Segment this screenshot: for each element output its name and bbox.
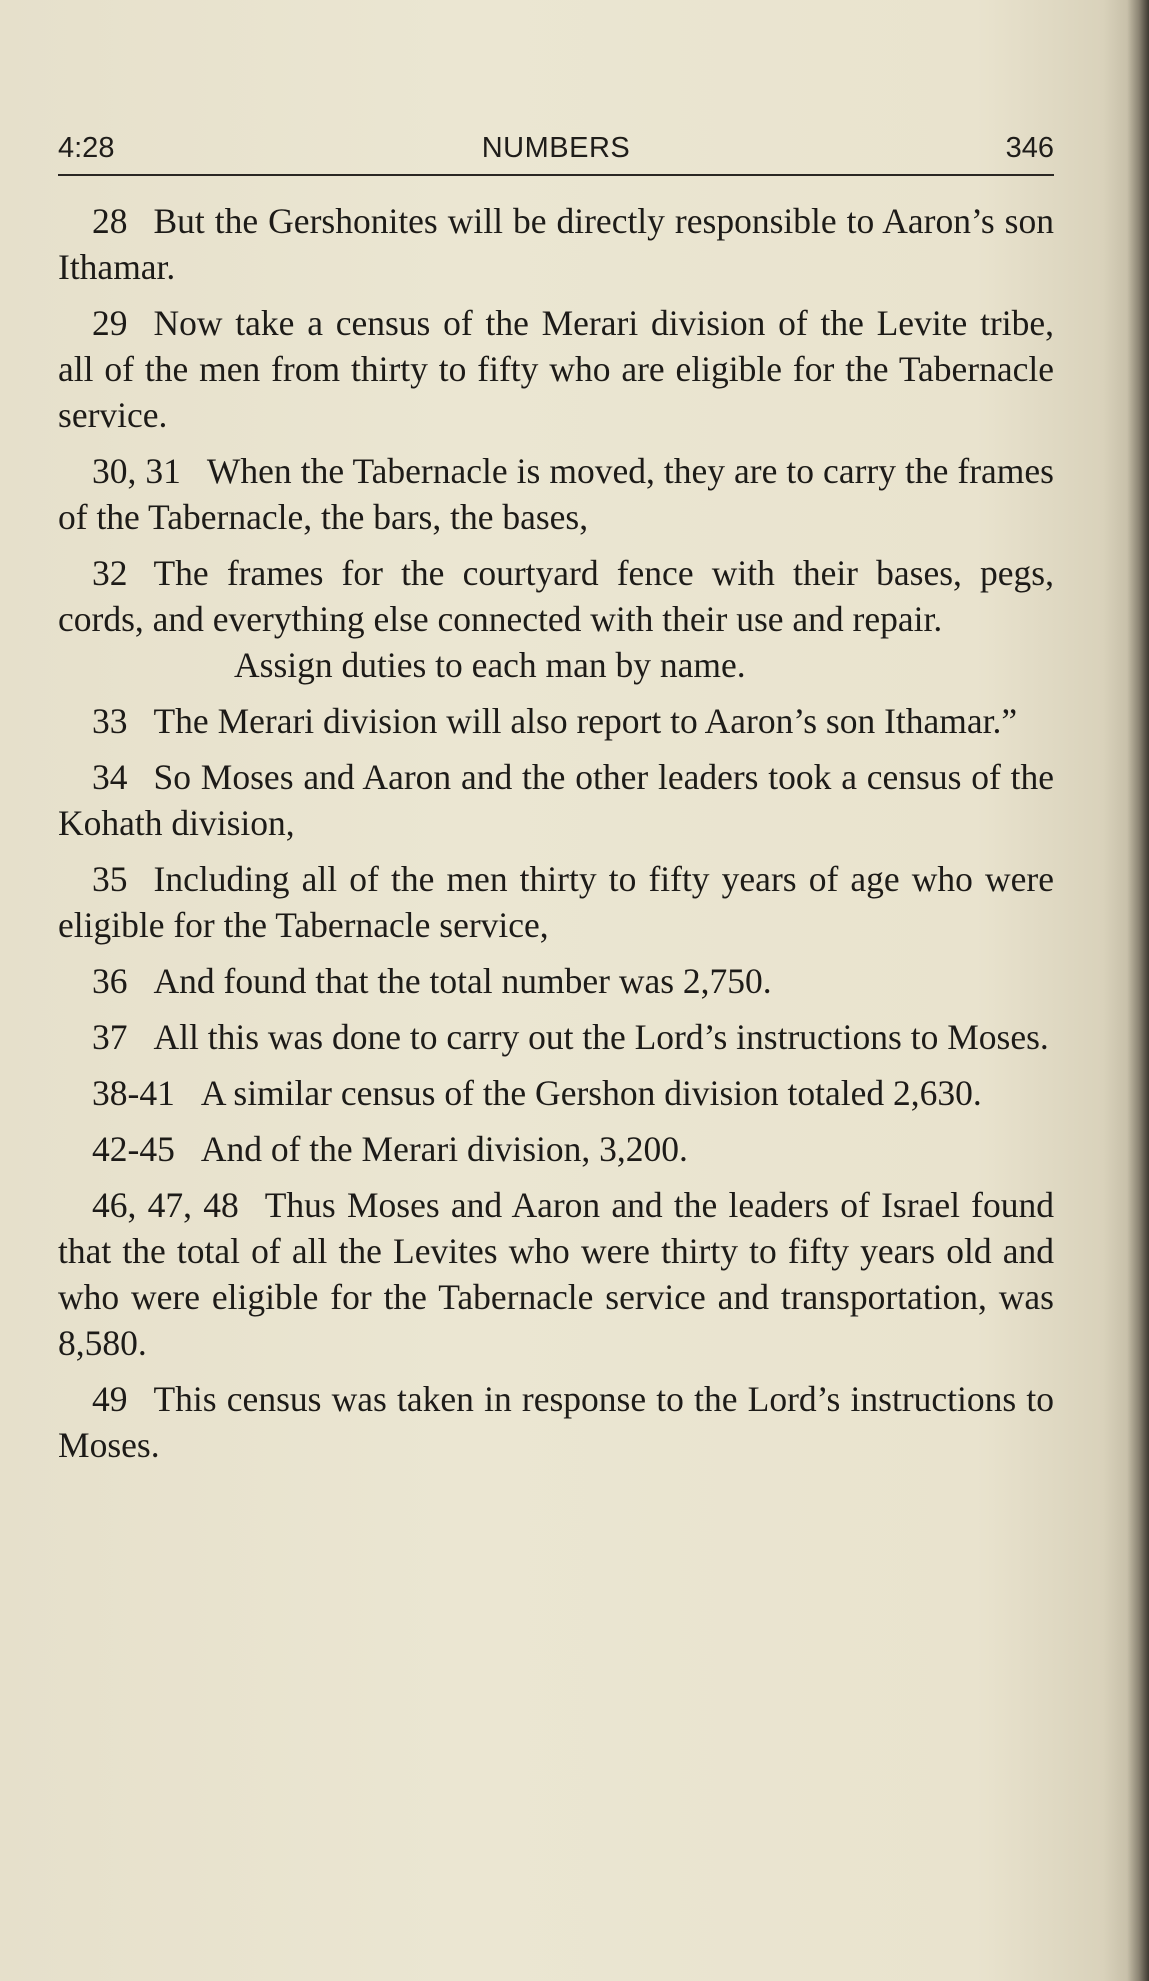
verse-text: And found that the total number was 2,750. (153, 961, 772, 1001)
verse-text: This census was taken in response to the Lord’s instructions to Moses. (58, 1379, 1054, 1465)
verse-paragraph (58, 698, 1054, 744)
page-edge-shadow (1127, 0, 1149, 1981)
continuation-paragraph (58, 642, 1054, 688)
verse-paragraph (58, 958, 1054, 1004)
verse-number: 35 (92, 859, 128, 899)
book-title: NUMBERS (481, 132, 631, 164)
verse-text: But the Gershonites will be directly responsible to Aaron’s son Ithamar. (58, 201, 1054, 287)
verse-number: 32 (92, 553, 128, 593)
verse-paragraph (58, 1126, 1054, 1172)
page-body (58, 198, 1054, 1478)
verse-text: The frames for the courtyard fence with their bases, pegs, cords, and everything else connected with their use and repair. (58, 553, 1054, 639)
verse-number: 37 (92, 1017, 128, 1057)
chapter-reference: 4:28 (58, 132, 115, 164)
verse-text: Now take a census of the Merari division of the Levite tribe, all of the men from thirty to fifty who are eligible for the Tabernacle service. (58, 303, 1054, 435)
verse-number: 49 (92, 1379, 128, 1419)
verse-paragraph (58, 1376, 1054, 1468)
verse-paragraph (58, 448, 1054, 540)
verse-text: When the Tabernacle is moved, they are to carry the frames of the Tabernacle, the bars, the bases, (58, 451, 1054, 537)
running-header (58, 130, 1054, 176)
verse-number: 33 (92, 701, 128, 741)
verse-paragraph (58, 1182, 1054, 1366)
verse-number: 30, 31 (92, 451, 181, 491)
verse-text: Assign duties to each man by name. (234, 645, 746, 685)
verse-number: 46, 47, 48 (92, 1185, 239, 1225)
verse-text: Including all of the men thirty to fifty years of age who were eligible for the Tabernacle service, (58, 859, 1054, 945)
verse-paragraph (58, 198, 1054, 290)
verse-number: 36 (92, 961, 128, 1001)
verse-paragraph (58, 1070, 1054, 1116)
verse-paragraph (58, 300, 1054, 438)
verse-text: Thus Moses and Aaron and the leaders of Israel found that the total of all the Levites who were thirty to fifty years old and who were eligible for the Tabernacle service and transportation, was 8,580. (58, 1185, 1054, 1363)
verse-text: So Moses and Aaron and the other leaders took a census of the Kohath division, (58, 757, 1054, 843)
verse-number: 28 (92, 201, 128, 241)
verse-text: The Merari division will also report to Aaron’s son Ithamar.” (153, 701, 1018, 741)
verse-paragraph (58, 1014, 1054, 1060)
page-number: 346 (1005, 132, 1054, 164)
verse-paragraph (58, 856, 1054, 948)
verse-text: And of the Merari division, 3,200. (200, 1129, 688, 1169)
verse-number: 42-45 (92, 1129, 175, 1169)
verse-paragraph (58, 754, 1054, 846)
verse-number: 38-41 (92, 1073, 175, 1113)
verse-text: All this was done to carry out the Lord’s instructions to Moses. (153, 1017, 1049, 1057)
verse-paragraph (58, 550, 1054, 642)
verse-number: 34 (92, 757, 128, 797)
verse-number: 29 (92, 303, 128, 343)
verse-text: A similar census of the Gershon division totaled 2,630. (200, 1073, 982, 1113)
